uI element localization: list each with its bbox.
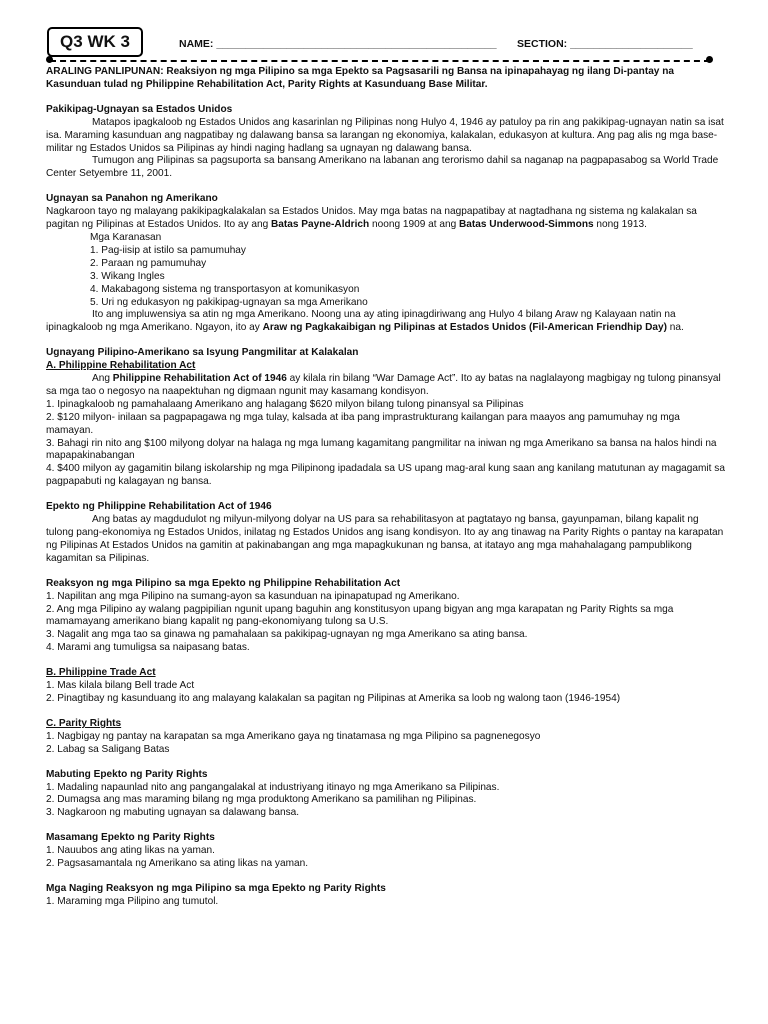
list-item: 1. Mas kilala bilang Bell trade Act (46, 680, 195, 692)
list-item: 3. Wikang Ingles (90, 270, 165, 282)
divider-dot-left (46, 56, 53, 63)
list-item: 1. Nauubos ang ating likas na yaman. (46, 845, 215, 857)
list-item: 3. Nagalit ang mga tao sa ginawa ng pamahalaan sa pakikipag-ugnayan ng mga Amerikano sa ating bansa. (46, 629, 528, 641)
section-heading-naging: Mga Naging Reaksyon ng mga Pilipino sa mga Epekto ng Parity Rights (46, 882, 386, 894)
paragraph-rehabilitation: Ang Philippine Rehabilitation Act of 1946 ay kilala rin bilang “War Damage Act”. Ito ay batas na naglalayong magbigay ng tulong pinansyal sa mga tao o negosyo na naapektuhan ng digmaan ngunit may kasamang kondisyon. (46, 373, 721, 397)
list-item: 2. Labag sa Saligang Batas (46, 743, 170, 755)
karanasan-list (46, 245, 726, 310)
list-item: 2. $120 milyon- inilaan sa pagpapagawa ng mga tulay, kalsada at iba pang imprastrukturang kailangan para maayos ang pamumuhay ng mga mamayan. (46, 411, 680, 436)
list-item: 4. $400 milyon ay gagamitin bilang iskolarship ng mga Pilipinong ipadadala sa US upang mag-aral kung saan ang kanilang matutunan ay magagamit sa pagpapabuti ng kalagayan ng bansa. (46, 463, 725, 488)
paragraph-pakikipag-2: Tumugon ang Pilipinas sa pagsuporta sa bansang Amerikano na labanan ang terorismo dahil sa naganap na pagpapasabog sa World Trade Center Setyembre 11, 2001. (46, 155, 719, 180)
list-item: 4. Marami ang tumuligsa sa naipasang batas. (46, 642, 250, 654)
subheading-parity-rights: C. Parity Rights (46, 717, 122, 729)
paragraph-pakikipag-1: Matapos ipagkaloob ng Estados Unidos ang kasarinlan ng Pilipinas nong Hulyo 4, 1946 ay patuloy pa rin ang pakikipag-ugnayan natin sa isat isa. Maraming kasunduan ang nagpatibay ng dalawang bansa sa larangan ng ekonomiya, kalakalan, edukasyon at kultura. Ang pag alis ng mga base-militar ng Estados Unidos sa Pilipinas ay hindi naging hadlang sa ugnayan ng dalawang bansa. (46, 116, 724, 154)
list-item: 1. Napilitan ang mga Pilipino na sumang-ayon sa kasunduan na ipinapatupad ng Amerikano. (46, 590, 460, 602)
dashed-divider (50, 60, 710, 62)
list-item: 3. Nagkaroon ng mabuting ugnayan sa dalawang bansa. (46, 807, 300, 819)
worksheet-header (47, 27, 728, 59)
batas-underwood-simmons: Batas Underwood-Simmons (459, 219, 594, 231)
list-item: 2. Ang mga Pilipino ay walang pagpipilian ngunit upang baguhin ang konstitusyon upang bigyan ang mga karapatan ng Parity Rights sa mga mamamayang amerikano biang kapalit ng pang-ekonomiyang tulong sa U.S. (46, 603, 674, 628)
list-item: 2. Pinagtibay ng kasunduang ito ang malayang kalakalan sa pagitan ng Pilipinas at Amerika sa loob ng walong taon (1946-1954) (46, 692, 621, 704)
name-field: NAME: ________________________________________________ (179, 38, 497, 50)
list-item: 1. Ipinagkaloob ng pamahalaang Amerikano ang halagang $620 milyon bilang tulong pinansyal sa Pilipinas (46, 398, 524, 410)
section-heading-militar: Ugnayang Pilipino-Amerikano sa Isyung Pangmilitar at Kalakalan (46, 347, 359, 359)
list-item: 1. Nagbigay ng pantay na karapatan sa mga Amerikano gaya ng tinatamasa ng mga Pilipino sa pagnenegosyo (46, 730, 541, 742)
list-item: 2. Pagsasamantala ng Amerikano sa ating likas na yaman. (46, 858, 309, 870)
batas-payne-aldrich: Batas Payne-Aldrich (271, 219, 370, 231)
paragraph-panahon-2: Ito ang impluwensiya sa atin ng mga Amerikano. Noong una ay ating ipinagdiriwang ang Hulyo 4 bilang Araw ng Kalayaan natin na ipinagkaloob ng mga Amerikano. Ngayon, ito ay Araw ng Pagkakaibigan ng Pilipinas at Estados Unidos (Fil-American Friendhip Day) na. (46, 309, 684, 334)
lesson-title: ARALING PANLIPUNAN: Reaksiyon ng mga Pilipino sa mga Epekto sa Pagsasarili ng Bansa na ipinapahayag ng ilang Di-pantay na Kasunduan tulad ng Philippine Rehabilitation Act, Parity Rights at Kasunduang Base Militar. (46, 66, 675, 90)
list-item: 4. Makabagong sistema ng transportasyon at komunikasyon (90, 283, 360, 295)
section-heading-panahon: Ugnayan sa Panahon ng Amerikano (46, 193, 218, 205)
worksheet-content (46, 66, 726, 909)
section-heading-epekto: Epekto ng Philippine Rehabilitation Act of 1946 (46, 501, 272, 513)
section-field: SECTION: _____________________ (517, 38, 693, 50)
paragraph-panahon-1: Nagkaroon tayo ng malayang pakikipagkalakalan sa Estados Unidos. May mga batas na nagpapatibay at nagtadhana ng sistema ng kalakalan sa pagitan ng Pilipinas at Estados Unidos. Ito ay ang Batas Payne-Aldrich noong 1909 at ang Batas Underwood-Simmons nong 1913. (46, 206, 697, 231)
section-heading-reaksyon: Reaksyon ng mga Pilipino sa mga Epekto ng Philippine Rehabilitation Act (46, 577, 401, 589)
week-label-box: Q3 WK 3 (47, 27, 143, 57)
section-heading-mabuti: Mabuting Epekto ng Parity Rights (46, 768, 208, 780)
list-item: 3. Bahagi rin nito ang $100 milyong dolyar na halaga ng mga lumang kagamitang pangmilitar na iniwan ng mga Amerikano sa bansa na halos hindi na mapapakinabangan (46, 437, 717, 462)
karanasan-label: Mga Karanasan (90, 231, 162, 243)
subheading-rehabilitation-act: A. Philippine Rehabilitation Act (46, 360, 196, 372)
section-heading-pakikipag: Pakikipag-Ugnayan sa Estados Unidos (46, 103, 233, 115)
divider-dot-right (706, 56, 713, 63)
list-item: 2. Dumagsa ang mas maraming bilang ng mga produktong Amerikano sa pamilihan ng Pilipinas. (46, 794, 477, 806)
list-item: 1. Pag-iisip at istilo sa pamumuhay (90, 244, 246, 256)
fil-american-day: Araw ng Pagkakaibigan ng Pilipinas at Estados Unidos (Fil-American Friendhip Day) (262, 322, 667, 334)
paragraph-epekto: Ang batas ay magdudulot ng milyun-milyong dolyar na US para sa rehabilitasyon at pagtatayo ng bansa, gayunpaman, bilang kapalit ng tulong pang-ekonomiya ng Estados Unidos, inilatag ng Estados Unidos ang isang kondisyon. Ito ay ang tinawag na Parity Rights o pantay na karapatan ng Pilipinas At Estados Unidos na gamitin at pakinabangan ang mga mapagkukunan ng bansa, at itatayo ang mga mahahalagang pampublikong kagamitan sa Pilipinas. (46, 514, 724, 564)
subheading-trade-act: B. Philippine Trade Act (46, 667, 156, 679)
list-item: 1. Madaling napaunlad nito ang pangangalakal at industriyang itinayo ng mga Amerikano sa Pilipinas. (46, 781, 500, 793)
section-heading-masama: Masamang Epekto ng Parity Rights (46, 832, 215, 844)
list-item: 2. Paraan ng pamumuhay (90, 257, 207, 269)
list-item: 1. Maraming mga Pilipino ang tumutol. (46, 895, 219, 907)
list-item: 5. Uri ng edukasyon ng pakikipag-ugnayan sa mga Amerikano (90, 296, 368, 308)
